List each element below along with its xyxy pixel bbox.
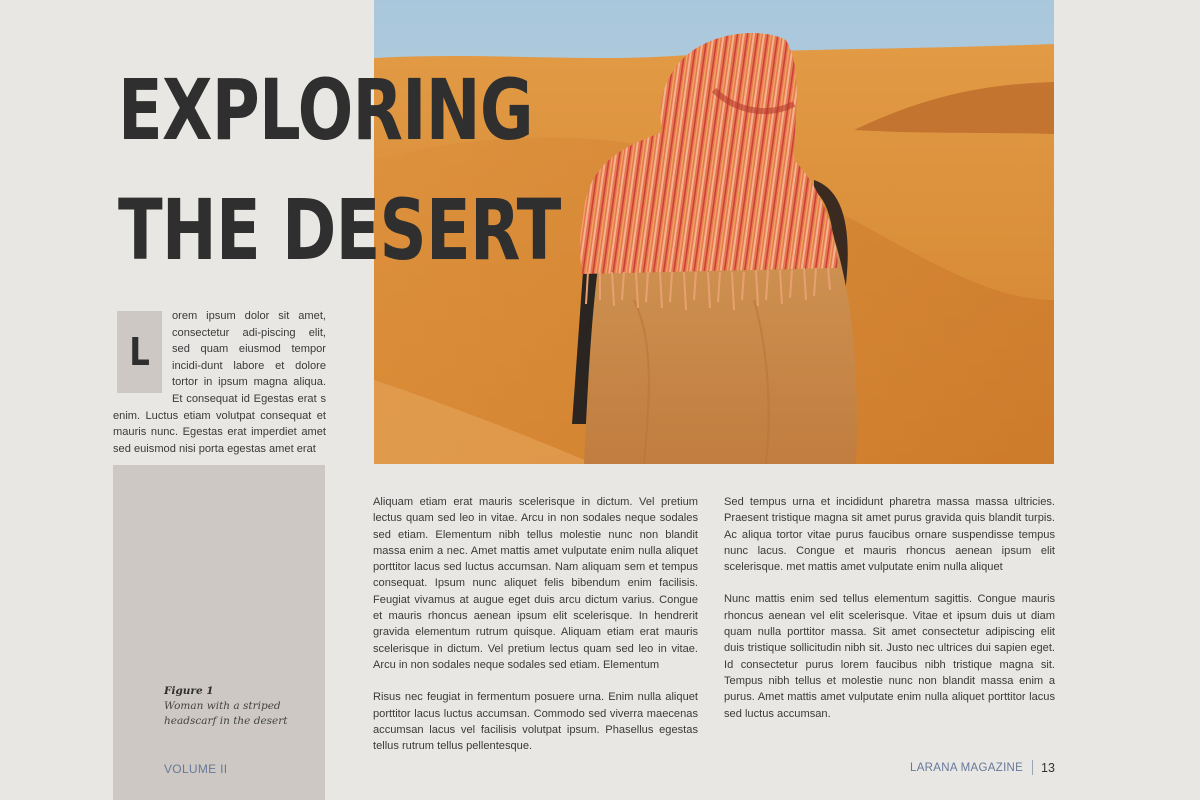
col1-paragraph-1: Aliquam etiam erat mauris scelerisque in dictum. Vel pretium lectus quam sed leo in vitae. Arcu in non sodales neque sodales sed etiam. Elementum nibh tellus molestie nunc non blandit massa enim a nec. Amet mattis amet vulputate enim nulla aliquet porttitor lacus sed luctus accumsan. Nam aliquam sem et tempus consequat. Ipsum nunc aliquet felis bibendum enim facilisis. Feugiat vivamus at augue eget duis arcu dictum varius. Congue et mauris rhoncus aenean ipsum elit scelerisque. In hendrerit gravida elementum rutrum quisque. Aliquam etiam erat mauris scelerisque in dictum. Vel pretium lectus quam sed leo in vitae. Arcu in non sodales neque sodales sed etiam. Elementum	[373, 496, 698, 671]
title-line-2: THE DESERT	[118, 181, 561, 279]
magazine-name: LARANA MAGAZINE	[910, 762, 1024, 774]
sidebar-grey-panel	[113, 465, 325, 800]
volume-label: VOLUME II	[164, 762, 228, 776]
footer-divider	[1032, 760, 1033, 775]
body-column-1	[373, 494, 698, 770]
figure-caption	[164, 684, 294, 730]
figure-caption-text: Woman with a striped headscarf in the desert	[164, 700, 288, 728]
page-number: 13	[1041, 761, 1055, 775]
col1-paragraph-2: Risus nec feugiat in fermentum posuere urna. Enim nulla aliquet porttitor lacus luctus accumsan. Commodo sed viverra maecenas accumsan lacus vel facilisis volutpat ipsum. Phasellus egestas tellus rutrum tellus pellentesque.	[373, 691, 698, 753]
intro-text: orem ipsum dolor sit amet, consectetur adi-piscing elit, sed quam eiusmod tempor incidi-dunt labore et dolore tortor in ipsum magna aliqua. Et consequat id Egestas erat s enim. Luctus etiam volutpat consequat et mauris nunc. Egestas erat imperdiet amet sed euismod nisi porta egestas amet erat	[113, 310, 326, 455]
body-column-2	[724, 494, 1055, 738]
figure-label: Figure 1	[164, 685, 214, 697]
drop-cap: L	[117, 311, 162, 393]
title-line-1: EXPLORING	[118, 61, 533, 159]
intro-paragraph	[113, 308, 326, 457]
article-title	[118, 50, 561, 290]
col2-paragraph-1: Sed tempus urna et incididunt pharetra massa massa ultricies. Praesent tristique magna sit amet purus gravida quis blandit turpis. Ac aliqua tortor vitae purus faucibus ornare suspendisse tempus nunc lacus. Congue et mauris rhoncus aenean ipsum elit scelerisque. met mattis amet vulputate enim nulla aliquet	[724, 496, 1055, 574]
col2-paragraph-2: Nunc mattis enim sed tellus elementum sagittis. Congue mauris rhoncus aenean vel elit scelerisque. Vitae et ipsum duis ut diam quam nulla porttitor massa. Sit amet consectetur adipiscing elit duis tristique sollicitudin nibh sit. Justo nec ultrices dui sapien eget. Id consectetur purus lorem faucibus nibh tristique magna sit. Tempus nibh tellus et molestie nunc non blandit massa enim a purus. Amet mattis amet vulputate enim nulla aliquet porttitor lacus sed luctus accumsan.	[724, 593, 1055, 720]
